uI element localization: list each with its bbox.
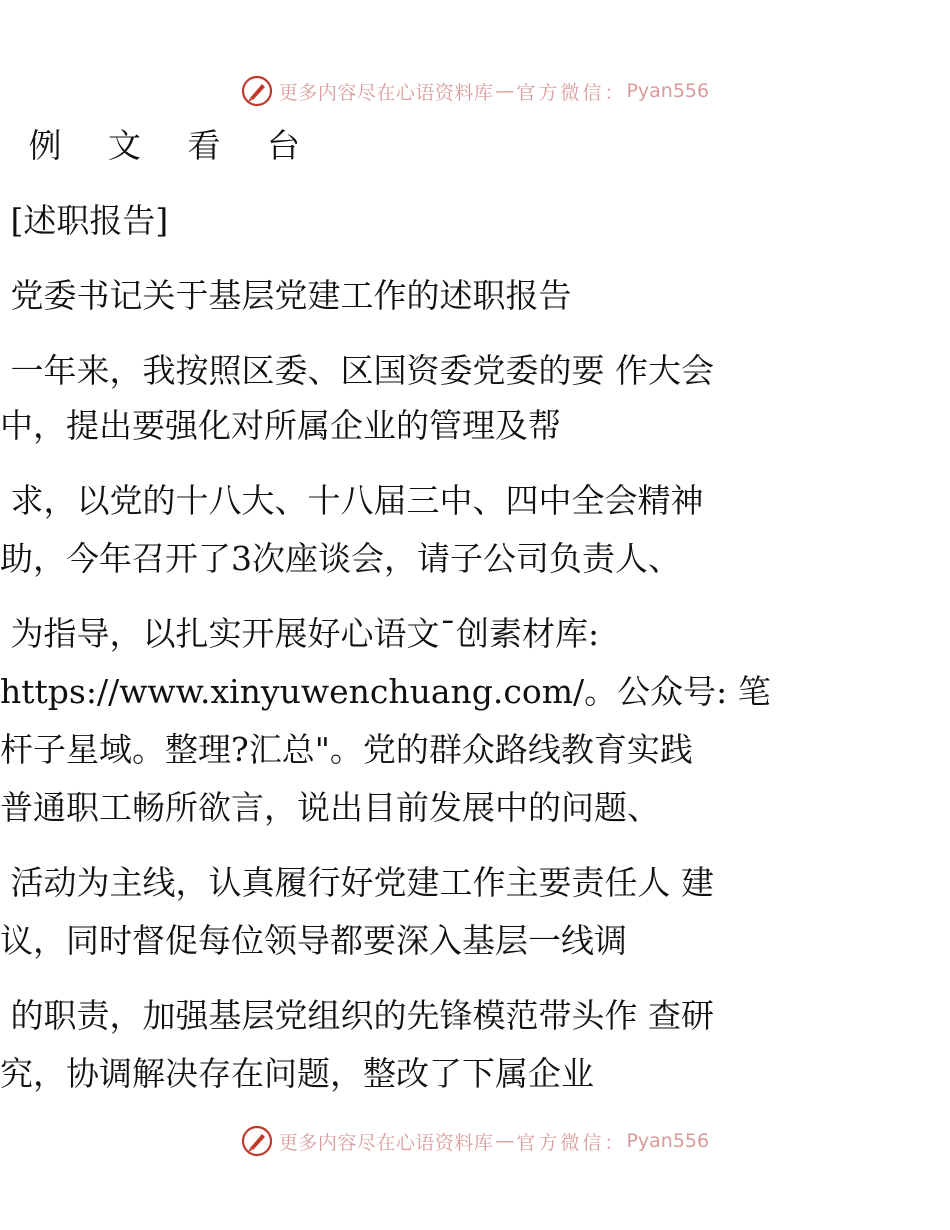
quill-logo-icon (241, 75, 273, 107)
watermark-wechat-id: Pyan556 (626, 80, 710, 102)
quill-logo-icon (241, 1125, 273, 1157)
text-line: 普通职工畅所欲言，说出目前发展中的问题、 (0, 788, 660, 827)
watermark-wechat-id: Pyan556 (626, 1130, 710, 1152)
text-line: 议，同时督促每位领导都要深入基层一线调 (0, 921, 627, 960)
text-line: 的职责，加强基层党组织的先锋模范带头作 查研 (0, 996, 714, 1035)
text-line: 一年来，我按照区委、区国资委党委的要 作大会 (0, 351, 714, 390)
text-line: 中，提出要强化对所属企业的管理及帮 (0, 406, 561, 445)
text-line: 杆子星域。整理?汇总"。党的群众路线教育实践 (0, 730, 693, 769)
watermark-dash: — (495, 1130, 515, 1152)
watermark-wechat-label: 官方微信： (516, 81, 627, 104)
text-line: 究，协调解决存在问题，整改了下属企业 (0, 1054, 594, 1093)
text-line: 助，今年召开了3次座谈会，请子公司负责人、 (0, 539, 681, 578)
text-line: 为指导，以扎实开展好心语文¯创素材库: (0, 614, 600, 653)
footer-watermark (0, 1121, 950, 1161)
text-line: 求，以党的十八大、十八届三中、四中全会精神 (0, 481, 704, 520)
watermark-wechat-label: 官方微信： (516, 1131, 627, 1154)
doc-category: [述职报告] (0, 201, 169, 240)
text-line: https://www.xinyuwenchuang.com/。公众号: 笔 (0, 672, 771, 711)
header-watermark (0, 71, 950, 111)
text-line: 活动为主线，认真履行好党建工作主要责任人 建 (0, 863, 714, 902)
doc-title: 党委书记关于基层党建工作的述职报告 (0, 276, 572, 315)
watermark-text: 更多内容尽在心语资料库 (278, 81, 494, 104)
watermark-dash: — (495, 80, 515, 102)
doc-heading-sample: 例 文 看 台 (0, 126, 318, 165)
watermark-text: 更多内容尽在心语资料库 (278, 1131, 494, 1154)
